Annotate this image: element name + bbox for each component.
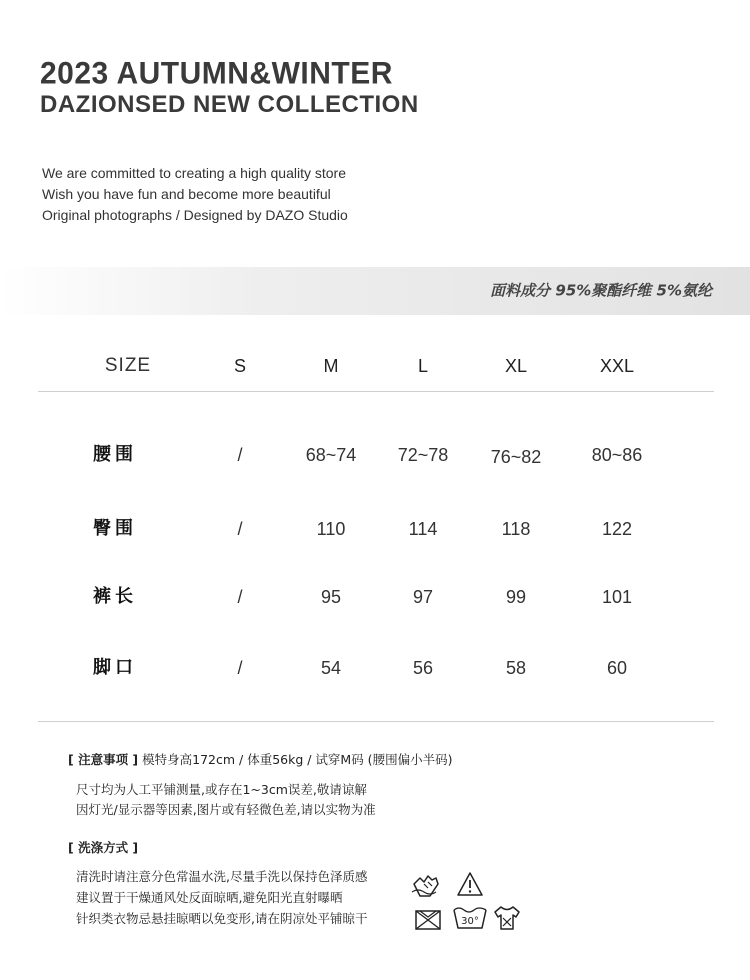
table-cell: / <box>237 445 243 465</box>
note-line: 尺寸均为人工平铺测量,或存在1~3cm误差,敬请谅解 <box>76 782 367 797</box>
table-cell: 76~82 <box>490 447 542 467</box>
warning-icon <box>456 871 484 897</box>
table-row <box>0 654 750 682</box>
row-label-length: 裤长 <box>93 586 137 607</box>
size-column-l: L <box>417 356 428 376</box>
table-cell: 54 <box>320 658 342 678</box>
no-tumble-dry-icon <box>414 907 442 931</box>
table-cell: 68~74 <box>305 445 357 465</box>
table-row <box>0 515 750 543</box>
intro-text <box>42 163 348 226</box>
intro-line: Original photographs / Designed by DAZO Studio <box>42 207 348 223</box>
wash-30-icon <box>452 904 488 932</box>
table-cell: 80~86 <box>591 445 643 465</box>
size-column-xl: XL <box>504 356 528 376</box>
row-label-hem: 脚口 <box>93 657 137 678</box>
table-bottom-divider <box>38 721 714 722</box>
collection-headline: 2023 AUTUMN&WINTER <box>40 56 393 91</box>
table-cell: 60 <box>606 658 628 678</box>
intro-line: We are committed to creating a high quality store <box>42 165 347 181</box>
table-cell: 95 <box>320 587 342 607</box>
table-cell: / <box>237 587 243 607</box>
table-row <box>0 441 750 469</box>
table-cell: 118 <box>501 519 531 539</box>
table-cell: 114 <box>408 519 438 539</box>
washing-title: [ 洗涤方式 ] <box>68 840 139 855</box>
notes-model-line <box>68 750 718 770</box>
row-label-waist: 腰围 <box>93 444 137 465</box>
table-cell: 99 <box>505 587 527 607</box>
size-column-m: M <box>323 356 339 376</box>
table-cell: 101 <box>601 587 633 607</box>
note-line: 因灯光/显示器等因素,图片或有轻微色差,请以实物为准 <box>76 802 376 817</box>
wash-temperature-label: 30° <box>461 916 479 927</box>
row-label-hip: 臀围 <box>93 518 137 539</box>
table-cell: 56 <box>412 658 434 678</box>
table-cell: 58 <box>505 658 527 678</box>
washing-line: 清洗时请注意分色常温水洗,尽量手洗以保持色泽质感 <box>76 869 368 884</box>
washing-line: 针织类衣物忌悬挂晾晒以免变形,请在阴凉处平铺晾干 <box>76 911 368 926</box>
notes-title: [ 注意事项 ] <box>68 752 139 767</box>
washing-line: 建议置于干燥通风处反面晾晒,避免阳光直射曝晒 <box>76 890 343 905</box>
table-top-divider <box>38 391 714 392</box>
table-cell: 110 <box>316 519 346 539</box>
table-cell: 122 <box>601 519 633 539</box>
no-iron-shirt-icon <box>492 904 522 932</box>
table-cell: 72~78 <box>397 445 449 465</box>
fabric-composition: 面料成分 95%聚酯纤维 5%氨纶 <box>490 281 712 300</box>
table-cell: 97 <box>412 587 434 607</box>
intro-line: Wish you have fun and become more beautiful <box>42 186 331 202</box>
table-row <box>0 583 750 611</box>
hand-wash-icon <box>410 870 442 900</box>
size-column-s: S <box>233 356 246 376</box>
model-info: 模特身高172cm / 体重56kg / 试穿M码 (腰围偏小半码) <box>142 752 453 767</box>
table-cell: / <box>237 658 243 678</box>
notes-section <box>68 750 718 929</box>
table-cell: / <box>237 519 243 539</box>
size-header-label: SIZE <box>104 355 152 376</box>
size-column-xxl: XXL <box>599 356 635 376</box>
collection-subhead: DAZIONSED NEW COLLECTION <box>40 91 419 118</box>
size-table-header <box>0 352 750 380</box>
